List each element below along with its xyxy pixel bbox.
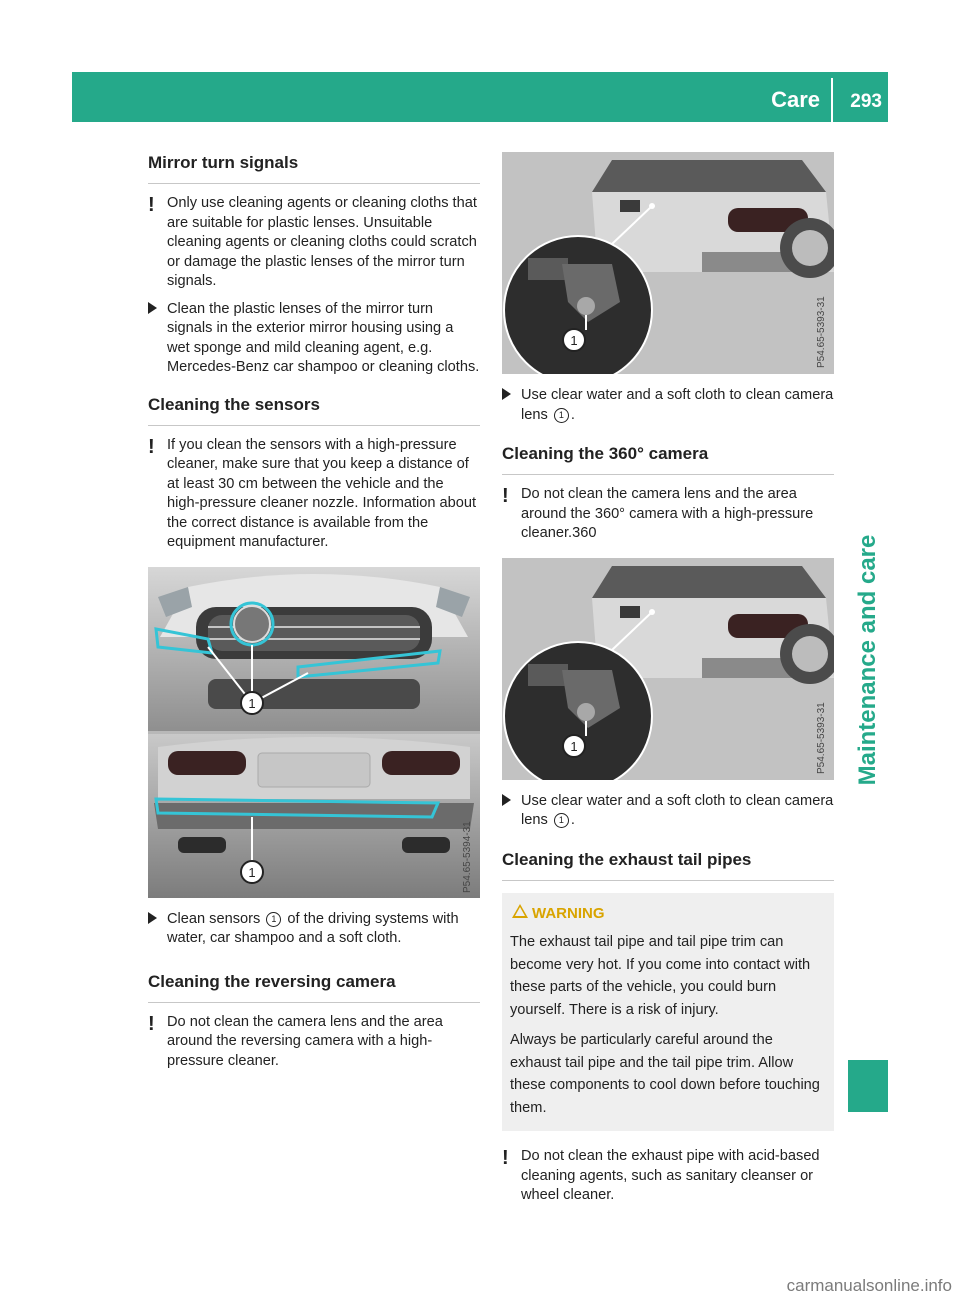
heading-mirror-turn-signals: Mirror turn signals: [148, 152, 480, 184]
heading-reversing-camera: Cleaning the reversing camera: [148, 971, 480, 1003]
caution-note: [502, 485, 834, 544]
warning-paragraph: Always be particularly careful around the exhaust tail pipe and the tail pipe trim. Allow these components to cool down before touching them.: [510, 1032, 820, 1116]
heading-360-camera: Cleaning the 360° camera: [502, 443, 834, 475]
instruction-step: [502, 792, 834, 831]
note-text: If you clean the sensors with a high-pressure cleaner, make sure that you keep a distance of at least 30 cm between the vehicle and the high-pressure cleaner nozzle. Information about the correct distance is available from the equipment manufacturer.: [167, 436, 477, 550]
step-text: Use clear water and a soft cloth to clean camera lens: [521, 792, 834, 828]
step-text: Clean sensors: [167, 910, 261, 927]
right-column: [502, 152, 834, 1206]
callout-ref-1: 1: [554, 408, 569, 423]
warning-triangle-icon: [512, 904, 528, 918]
figure-code: P54.65-5393-31: [816, 701, 827, 774]
step-arrow-icon: [502, 388, 511, 400]
instruction-step: [148, 300, 480, 378]
section-title: Care: [771, 87, 820, 112]
callout-ref-1: 1: [266, 912, 281, 927]
page-number: 293: [850, 91, 882, 112]
callout-ref-1: 1: [554, 813, 569, 828]
caution-note: [148, 194, 480, 292]
caution-note: [502, 1147, 834, 1206]
camera-figure: [502, 152, 834, 374]
chapter-side-label: Maintenance and care: [854, 534, 881, 786]
instruction-step: [148, 910, 480, 949]
step-text: Clean the plastic lenses of the mirror turn signals in the exterior mirror housing using a wet sponge and mild cleaning agent, e.g. Mercedes-Benz car shampoo or cleaning cloths.: [167, 300, 480, 375]
instruction-step: [502, 386, 834, 425]
callout-1: 1: [570, 738, 578, 754]
exclamation-icon: !: [502, 1147, 509, 1169]
heading-exhaust-tail-pipes: Cleaning the exhaust tail pipes: [502, 849, 834, 881]
heading-cleaning-sensors: Cleaning the sensors: [148, 394, 480, 426]
warning-box: [502, 893, 834, 1132]
camera360-illustration: [502, 558, 834, 780]
figure-code: P54.65-5394-31: [462, 820, 473, 893]
step-arrow-icon: [148, 302, 157, 314]
warning-paragraph: The exhaust tail pipe and tail pipe trim can become very hot. If you come into contact with these parts of the vehicle, you could burn yourself. There is a risk of injury.: [510, 934, 811, 1018]
note-text: Only use cleaning agents or cleaning cloths that are suitable for plastic lenses. Unsuitable cleaning agents or cleaning cloths could scratch or damage the plastic lenses of the mirror turn signals.: [167, 195, 477, 289]
step-text-cont: .: [570, 406, 575, 423]
note-text: Do not clean the camera lens and the area around the reversing camera with a high-pressure cleaner.: [167, 1013, 443, 1069]
step-text-cont: of the driving systems with water, car shampoo and a soft cloth.: [167, 910, 459, 946]
warning-title: [510, 903, 826, 926]
caution-note: [148, 1013, 480, 1072]
exclamation-icon: !: [148, 1012, 155, 1035]
footer-watermark: carmanualsonline.info: [786, 1276, 952, 1295]
callout-1: 1: [248, 695, 256, 711]
figure-code: P54.65-5393-31: [816, 296, 827, 368]
step-arrow-icon: [148, 912, 157, 924]
step-text: Use clear water and a soft cloth to clean camera lens: [521, 387, 834, 423]
caution-note: [148, 436, 480, 553]
sensors-illustration: [148, 567, 480, 898]
step-arrow-icon: [502, 794, 511, 806]
note-text: Do not clean the exhaust pipe with acid-based cleaning agents, such as sanitary cleanser or wheel cleaner.: [521, 1148, 820, 1203]
chapter-side-tab: [848, 1060, 888, 1112]
callout-1: 1: [248, 864, 256, 880]
exclamation-icon: !: [148, 435, 155, 458]
page-header: [72, 72, 888, 122]
camera360-figure: [502, 558, 834, 780]
note-text: Do not clean the camera lens and the area around the 360° camera with a high-pressure cleaner.360: [521, 486, 814, 541]
camera-illustration: [502, 152, 834, 374]
step-text-cont: .: [570, 812, 575, 828]
header-divider: [831, 78, 833, 122]
left-column: [148, 152, 480, 1071]
sensors-figure: [148, 567, 480, 898]
exclamation-icon: !: [502, 485, 509, 507]
callout-1: 1: [570, 333, 578, 348]
warning-title-text: WARNING: [532, 904, 605, 922]
exclamation-icon: !: [148, 194, 155, 216]
